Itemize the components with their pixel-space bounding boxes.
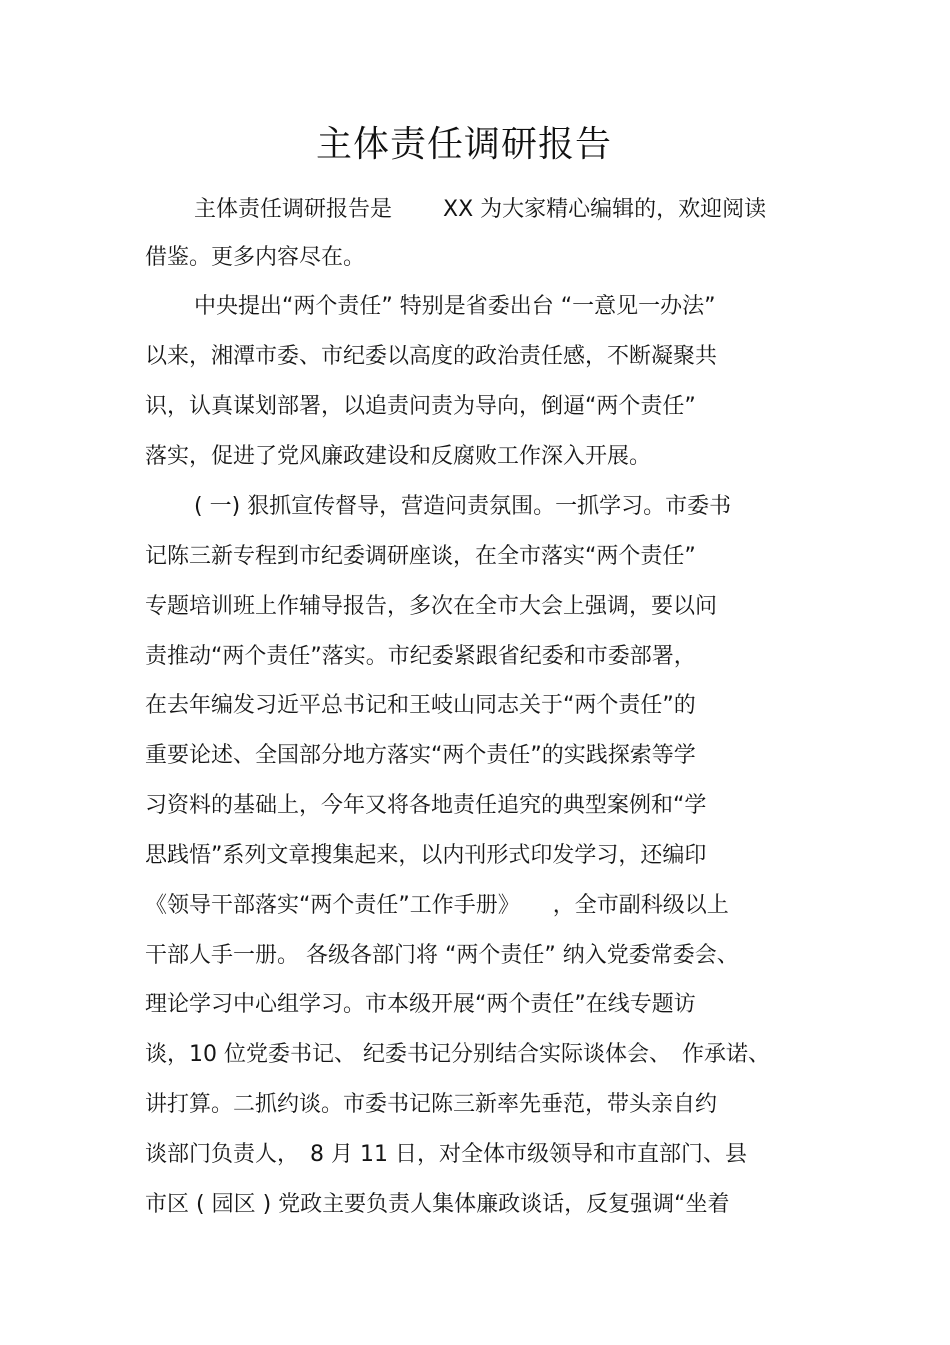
body-line: 主体责任调研报告是 XX 为大家精心编辑的，欢迎阅读 (194, 197, 767, 222)
body-line: 干部人手一册。 各级各部门将 “两个责任” 纳入党委常委会、 (145, 943, 739, 968)
body-line: 借鉴。更多内容尽在。 (145, 245, 366, 270)
body-line: 重要论述、全国部分地方落实“两个责任”的实践探索等学 (145, 743, 696, 768)
body-line: 谈，10 位党委书记、 纪委书记分别结合实际谈体会、 作承诺、 (145, 1042, 770, 1067)
body-line: 责推动“两个责任”落实。市纪委紧跟省纪委和市委部署， (145, 644, 696, 669)
body-line: 讲打算。二抓约谈。市委书记陈三新率先垂范，带头亲自约 (145, 1092, 718, 1117)
document-title: 主体责任调研报告 (315, 124, 612, 165)
body-line: ( 一) 狠抓宣传督导，营造问责氛围。一抓学习。市委书 (194, 494, 732, 519)
body-line: 市区 ( 园区 ) 党政主要负责人集体廉政谈话，反复强调“坐着 (145, 1192, 730, 1217)
body-line: 在去年编发习近平总书记和王岐山同志关于“两个责任”的 (145, 693, 696, 718)
body-line: 谈部门负责人， 8 月 11 日，对全体市级领导和市直部门、县 (145, 1142, 747, 1167)
body-line: 中央提出“两个责任” 特别是省委出台 “一意见一办法” (194, 294, 716, 319)
body-line: 习资料的基础上，今年又将各地责任追究的典型案例和“学 (145, 793, 707, 818)
body-line: 思践悟”系列文章搜集起来，以内刊形式印发学习，还编印 (145, 843, 707, 868)
body-line: 理论学习中心组学习。市本级开展“两个责任”在线专题访 (145, 992, 696, 1017)
body-line: 落实，促进了党风廉政建设和反腐败工作深入开展。 (145, 444, 652, 469)
body-line: 专题培训班上作辅导报告，多次在全市大会上强调，要以问 (145, 594, 718, 619)
body-line: 识，认真谋划部署，以追责问责为导向，倒逼“两个责任” (145, 394, 696, 419)
body-line: 以来，湘潭市委、市纪委以高度的政治责任感，不断凝聚共 (145, 344, 718, 369)
body-line: 《领导干部落实“两个责任”工作手册》 ，全市副科级以上 (145, 893, 729, 918)
body-line: 记陈三新专程到市纪委调研座谈，在全市落实“两个责任” (145, 544, 696, 569)
